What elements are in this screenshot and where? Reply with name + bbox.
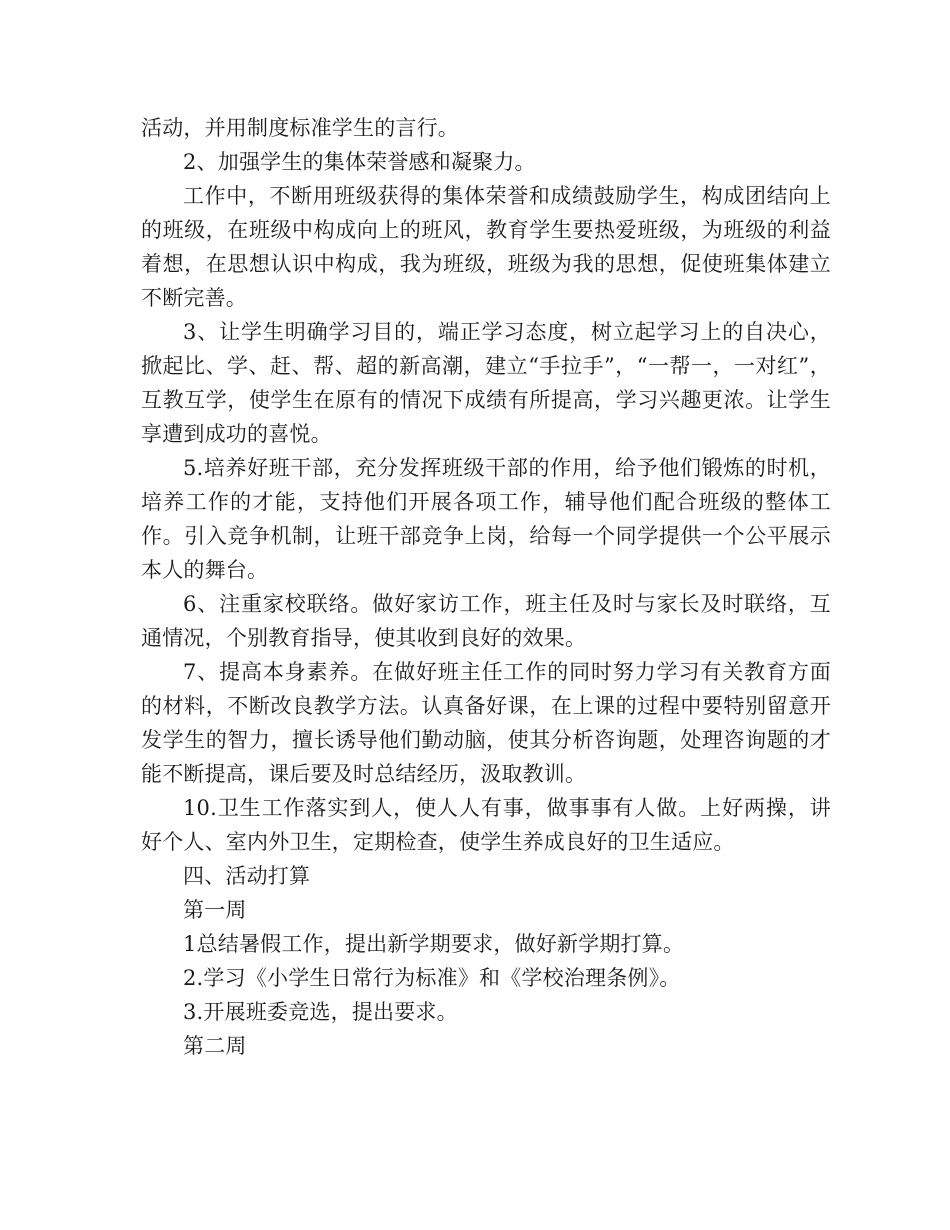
week1-item-3: 3.开展班委竞选，提出要求。 (183, 1000, 458, 1024)
week-heading-1: 第一周 (183, 898, 247, 922)
paragraph-5: 5.培养好班干部，充分发挥班级干部的作用，给予他们锻炼的时机，培养工作的才能，支持他们开展各项工作，辅导他们配合班级的整体工作。引入竞争机制，让班干部竞争上岗，给每一个同学提供一个公平展示本人的舞台。 (141, 456, 831, 582)
document-body (141, 111, 831, 1063)
paragraph-1: 活动，并用制度标准学生的言行。 (141, 116, 459, 140)
week1-item-1: 1总结暑假工作，提出新学期要求，做好新学期打算。 (183, 932, 685, 956)
paragraph-2: 2、加强学生的集体荣誉感和凝聚力。 (183, 150, 536, 174)
paragraph-6: 6、注重家校联络。做好家访工作，班主任及时与家长及时联络，互通情况，个别教育指导，使其收到良好的效果。 (141, 592, 831, 650)
paragraph-4: 3、让学生明确学习目的，端正学习态度，树立起学习上的自决心，掀起比、学、赶、帮、超的新高潮，建立“手拉手”，“一帮一，一对红”，互教互学，使学生在原有的情况下成绩有所提高，学习兴趣更浓。让学生享遭到成功的喜悦。 (141, 320, 831, 446)
section-heading: 四、活动打算 (183, 864, 311, 888)
week-heading-2: 第二周 (183, 1034, 247, 1058)
paragraph-7: 7、提高本身素养。在做好班主任工作的同时努力学习有关教育方面的材料，不断改良教学方法。认真备好课，在上课的过程中要特别留意开发学生的智力，擅长诱导他们勤动脑，使其分析咨询题，处理咨询题的才能不断提高，课后要及时总结经历，汲取教训。 (141, 660, 831, 786)
paragraph-8: 10.卫生工作落实到人，使人人有事，做事事有人做。上好两操，讲好个人、室内外卫生，定期检查，使学生养成良好的卫生适应。 (141, 796, 831, 854)
paragraph-3: 工作中，不断用班级获得的集体荣誉和成绩鼓励学生，构成团结向上的班级，在班级中构成向上的班风，教育学生要热爱班级，为班级的利益着想，在思想认识中构成，我为班级，班级为我的思想，促使班集体建立不断完善。 (141, 184, 831, 310)
week1-item-2: 2.学习《小学生日常行为标准》和《学校治理条例》。 (183, 966, 681, 990)
